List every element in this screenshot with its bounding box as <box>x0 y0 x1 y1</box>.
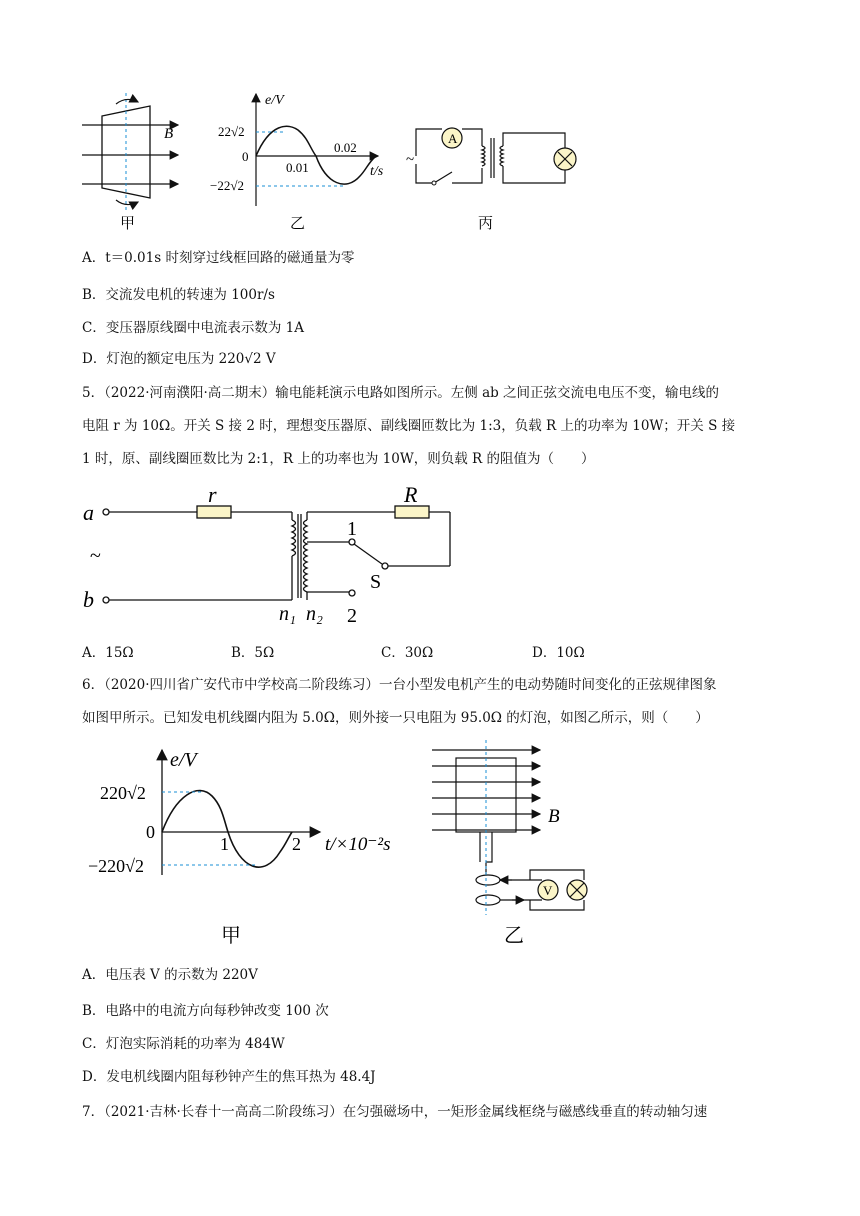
q5-stem-line2: 电阻 r 为 10Ω。开关 S 接 2 时，理想变压器原、副线圈匝数比为 1:3，负载 R 上的功率为 10W；开关 S 接 <box>82 418 736 434</box>
q5-option-a: A．15Ω <box>82 645 134 661</box>
figure-top <box>80 88 600 238</box>
t1-label: 0.01 <box>286 160 309 175</box>
q5-circuit-diagram <box>80 480 480 630</box>
q4-option-a: A．t＝0.01s 时刻穿过线框回路的磁通量为零 <box>82 250 355 266</box>
t2-label: 0.02 <box>334 140 357 155</box>
svg-text:b: b <box>83 587 94 612</box>
q6-option-d: D．发电机线圈内阻每秒钟产生的焦耳热为 48.4J <box>82 1069 376 1085</box>
zero-label: 0 <box>242 149 249 164</box>
ymin-label: −22√2 <box>210 178 244 193</box>
svg-text:~: ~ <box>90 545 101 567</box>
axis-y-label: e/V <box>265 93 284 108</box>
svg-text:1: 1 <box>347 518 357 540</box>
q5-option-d: D．10Ω <box>532 645 585 661</box>
svg-text:S: S <box>370 571 382 593</box>
svg-text:r: r <box>208 482 217 507</box>
caption-bing: 丙 <box>478 214 494 232</box>
svg-text:1: 1 <box>220 834 229 854</box>
q4-option-d: D．灯泡的额定电压为 220√2 V <box>82 351 276 367</box>
emf-graph-yi <box>210 93 384 232</box>
caption-yi-q6: 乙 <box>504 923 524 947</box>
ammeter-label: A <box>448 131 458 146</box>
q4-option-c: C．变压器原线圈中电流表示数为 1A <box>82 320 304 336</box>
q6-option-c: C．灯泡实际消耗的功率为 484W <box>82 1036 285 1052</box>
q6-emf-graph-jia <box>80 740 410 955</box>
svg-text:0: 0 <box>146 822 155 842</box>
caption-jia: 甲 <box>120 214 136 232</box>
svg-text:R: R <box>404 482 418 507</box>
svg-text:a: a <box>83 500 94 525</box>
caption-jia-q6: 甲 <box>221 923 241 947</box>
source-symbol: ~ <box>406 152 415 168</box>
svg-text:−220√2: −220√2 <box>88 856 145 876</box>
coil-diagram-jia <box>82 93 178 232</box>
svg-text:B: B <box>548 806 560 827</box>
label-B: B <box>164 126 174 142</box>
q6-option-b: B．电路中的电流方向每秒钟改变 100 次 <box>82 1003 329 1019</box>
svg-text:2: 2 <box>292 834 301 854</box>
caption-yi: 乙 <box>290 214 306 232</box>
q6-generator-diagram-yi <box>420 740 620 955</box>
q6-option-a: A．电压表 V 的示数为 220V <box>82 967 258 983</box>
svg-text:n₁: n₁ <box>279 603 296 625</box>
q5-option-c: C．30Ω <box>381 645 434 661</box>
q5-stem-line3: 1 时，原、副线圈匝数比为 2:1，R 上的功率也为 10W，则负载 R 的阻值为（ ） <box>82 451 595 467</box>
svg-text:V: V <box>543 883 553 898</box>
q7-stem-line1: 7．（2021·吉林·长春十一高高二阶段练习）在匀强磁场中，一矩形金属线框绕与磁感线垂直的转动轴匀速 <box>82 1104 708 1120</box>
q4-option-b: B．交流发电机的转速为 100r/s <box>82 287 275 303</box>
q6-stem-line1: 6．（2020·四川省广安代市中学校高二阶段练习）一台小型发电机产生的电动势随时间变化的正弦规律图象 <box>82 677 717 693</box>
svg-text:e/V: e/V <box>170 749 197 771</box>
svg-text:220√2: 220√2 <box>100 783 146 803</box>
axis-x-label: t/s <box>370 164 384 179</box>
q5-stem-line1: 5．（2022·河南濮阳·高二期末）输电能耗演示电路如图所示。左侧 ab 之间正弦交流电电压不变，输电线的 <box>82 385 720 401</box>
q6-stem-line2: 如图甲所示。已知发电机线圈内阻为 5.0Ω，则外接一只电阻为 95.0Ω 的灯泡，如图乙所示，则（ ） <box>82 710 709 726</box>
transformer-circuit-bing <box>406 128 576 232</box>
ymax-label: 22√2 <box>218 124 245 139</box>
svg-text:t/×10⁻²s: t/×10⁻²s <box>325 834 391 855</box>
svg-text:n₂: n₂ <box>306 603 323 625</box>
svg-text:2: 2 <box>347 605 357 627</box>
q5-option-b: B．5Ω <box>231 645 275 661</box>
